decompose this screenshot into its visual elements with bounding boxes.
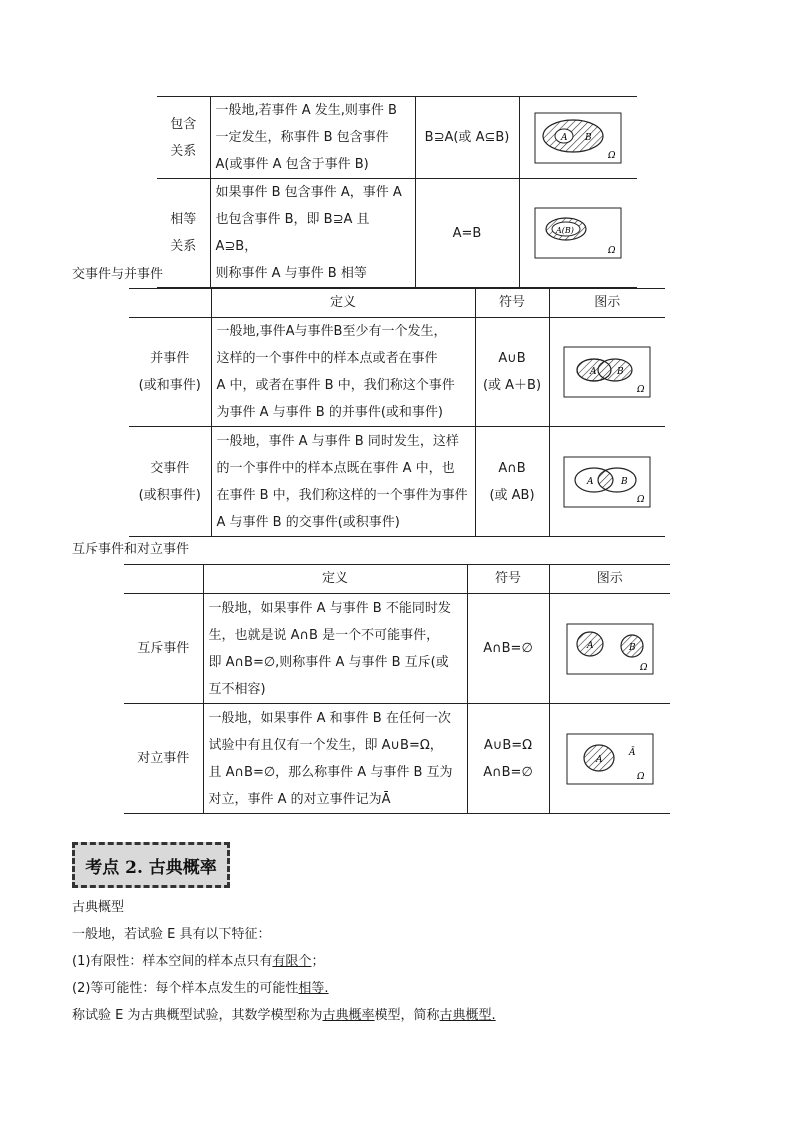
table-row (157, 179, 637, 288)
omega-label: Ω (608, 150, 616, 161)
venn-cell (549, 427, 665, 537)
header-empty (124, 565, 203, 594)
venn-cell (519, 97, 637, 179)
venn-diagram-intersection (563, 456, 651, 508)
table-row (124, 594, 670, 704)
table-row (124, 704, 670, 814)
table-row (157, 97, 637, 179)
set-a-label: A (590, 367, 597, 377)
header-symbol: 符号 (467, 565, 549, 594)
table-header-row (124, 565, 670, 594)
set-a-label: A (595, 754, 603, 765)
omega-label: Ω (639, 662, 648, 673)
set-b-label: B (621, 476, 628, 487)
classical-item-2: (2)等可能性：每个样本点发生的可能性相等. (72, 981, 329, 996)
kaodian-heading-box (72, 842, 230, 888)
set-abar-label: Ā (628, 747, 636, 758)
venn-cell (549, 594, 670, 704)
event-name: 交事件 (或积事件) (129, 427, 211, 537)
venn-diagram-equality (534, 207, 622, 259)
definition-cell: 一般地,事件A与事件B至少有一个发生， 这样的一个事件中的样本点或者在事件 A 中，或者在事件 B 中，我们称这个事件 为事件 A 与事件 B 的并事件(或和事件) (211, 318, 475, 427)
section-title-mutex-complement: 互斥事件和对立事件 (72, 542, 190, 557)
symbol-cell: A∩B=∅ (467, 594, 549, 704)
relation-name: 包含 关系 (157, 97, 210, 179)
header-empty (129, 289, 211, 318)
symbol-cell: A=B (415, 179, 519, 288)
table-row (129, 318, 665, 427)
definition-cell: 一般地,若事件 A 发生,则事件 B 一定发生，称事件 B 包含事件 A(或事件 A 包含于事件 B) (210, 97, 415, 179)
omega-label: Ω (637, 494, 645, 505)
header-definition: 定义 (211, 289, 475, 318)
event-name: 并事件 (或和事件) (129, 318, 211, 427)
venn-cell (549, 318, 665, 427)
table-row (129, 427, 665, 537)
classical-intro: 一般地，若试验 E 具有以下特征： (72, 927, 271, 942)
set-a-label: A (586, 640, 594, 651)
definition-cell: 一般地，事件 A 与事件 B 同时发生，这样 的一个事件中的样本点既在事件 A 中，也 在事件 B 中，我们称这样的一个事件为事件 A 与事件 B 的交事件(或积事件) (211, 427, 475, 537)
omega-label: Ω (608, 246, 616, 256)
venn-cell (549, 704, 670, 814)
symbol-cell: A∪B (或 A＋B) (475, 318, 549, 427)
classical-summary: 称试验 E 为古典概型试验，其数学模型称为古典概率模型，简称古典概型. (72, 1008, 496, 1023)
venn-cell (519, 179, 637, 288)
omega-label: Ω (637, 385, 645, 395)
classical-title: 古典概型 (72, 900, 125, 915)
omega-label: Ω (636, 771, 645, 782)
inclusion-equality-table (157, 96, 637, 288)
set-a-label: A (561, 132, 568, 143)
venn-diagram-complement (566, 733, 654, 785)
classical-item-1: (1)有限性：样本空间的样本点只有有限个； (72, 954, 325, 969)
definition-cell: 如果事件 B 包含事件 A，事件 A 也包含事件 B，即 B⊇A 且 A⊇B， 则称事件 A 与事件 B 相等 (210, 179, 415, 288)
kaodian-title: 考点 2. 古典概率 (85, 857, 217, 878)
section-title-union-intersection: 交事件与并事件 (72, 267, 164, 282)
union-intersection-table (129, 288, 665, 537)
venn-diagram-inclusion (534, 112, 622, 164)
definition-cell: 一般地，如果事件 A 和事件 B 在任何一次 试验中有且仅有一个发生，即 A∪B=Ω， 且 A∩B=∅，那么称事件 A 与事件 B 互为 对立，事件 A 的对立事件记为Ā (203, 704, 467, 814)
set-b-label: B (585, 132, 592, 143)
set-a-label: A (587, 476, 594, 487)
header-diagram: 图示 (549, 565, 670, 594)
set-b-label: B (617, 367, 624, 377)
symbol-cell: A∪B=Ω A∩B=∅ (467, 704, 549, 814)
event-name: 对立事件 (124, 704, 203, 814)
set-b-label: B (628, 642, 636, 653)
venn-diagram-union (563, 346, 651, 398)
header-diagram: 图示 (549, 289, 665, 318)
symbol-cell: B⊇A(或 A⊆B) (415, 97, 519, 179)
mutex-complement-table (124, 564, 670, 814)
definition-cell: 一般地，如果事件 A 与事件 B 不能同时发 生，也就是说 A∩B 是一个不可能事件， 即 A∩B=∅,则称事件 A 与事件 B 互斥(或 互不相容) (203, 594, 467, 704)
table-header-row (129, 289, 665, 318)
header-definition: 定义 (203, 565, 467, 594)
symbol-cell: A∩B (或 AB) (475, 427, 549, 537)
header-symbol: 符号 (475, 289, 549, 318)
venn-diagram-mutex (566, 623, 654, 675)
set-ab-label: A(B) (556, 226, 575, 235)
relation-name: 相等 关系 (157, 179, 210, 288)
event-name: 互斥事件 (124, 594, 203, 704)
